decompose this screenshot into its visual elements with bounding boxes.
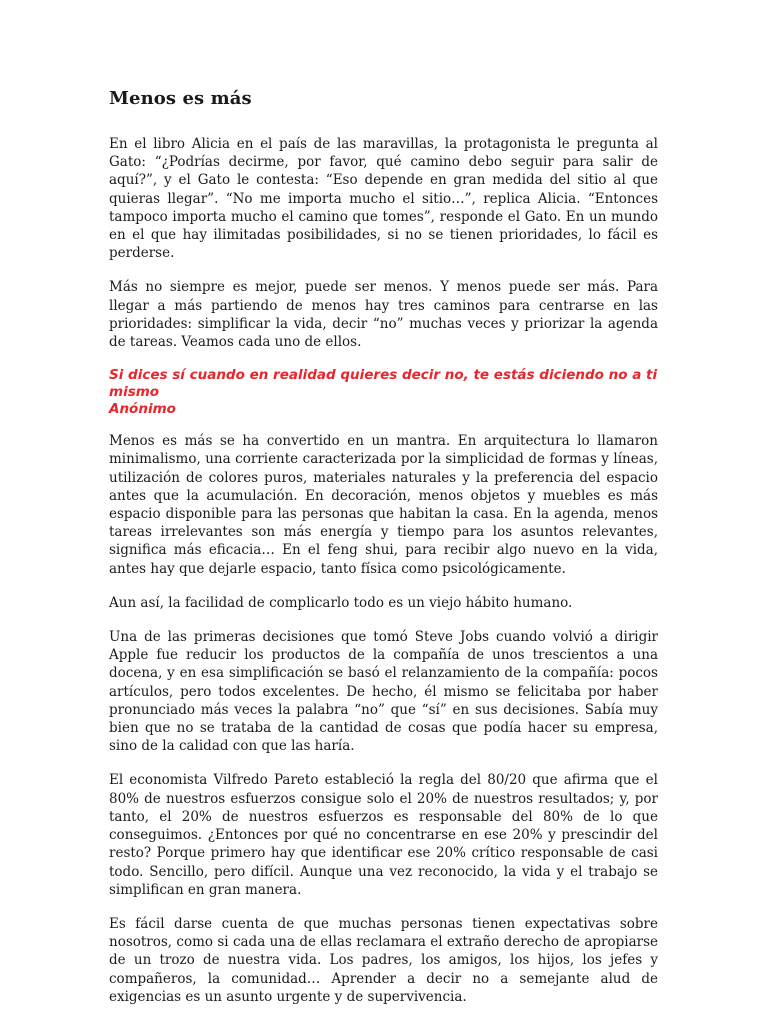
paragraph-alicia: En el libro Alicia en el país de las maravillas, la protagonista le pregunta al Gato: “¿Podrías decirme, por favor, qué camino debo seguir para salir de aquí?”, y el Gato le contesta: “Eso depende en gran medida del sitio al que quieras llegar”. “No me importa mucho el sitio…”, replica Alicia. “Entonces tampoco importa mucho el camino que tomes”, responde el Gato. En un mundo en el que hay ilimitadas posibilidades, si no se tienen prioridades, lo fácil es perderse. [109,136,658,262]
highlighted-quote [109,367,658,418]
quote-text: Si dices sí cuando en realidad quieres decir no, te estás diciendo no a ti mismo [109,367,658,401]
paragraph-minimalismo: Menos es más se ha convertido en un mantra. En arquitectura lo llamaron minimalismo, una corriente caracterizada por la simplicidad de formas y líneas, utilización de colores puros, materiales naturales y la preferencia del espacio antes que la acumulación. En decoración, menos objetos y muebles es más espacio disponible para las personas que habitan la casa. En la agenda, menos tareas irrelevantes son más energía y tiempo para los asuntos relevantes, significa más eficacia… En el feng shui, para recibir algo nuevo en la vida, antes hay que dejarle espacio, tanto física como psicológicamente. [109,433,658,577]
paragraph-steve-jobs: Una de las primeras decisiones que tomó Steve Jobs cuando volvió a dirigir Apple fue reducir los productos de la compañía de unos trescientos a una docena, y en esa simplificación se basó el relanzamiento de la compañía: pocos artículos, pero todos excelentes. De hecho, él mismo se felicitaba por haber pronunciado más veces la palabra “no” que “sí” en sus decisiones. Sabía muy bien que no se trataba de la cantidad de cosas que podía hacer su empresa, sino de la calidad con que las haría. [109,629,658,755]
paragraph-expectativas: Es fácil darse cuenta de que muchas personas tienen expectativas sobre nosotros, como si cada una de ellas reclamara el extraño derecho de apropiarse de un trozo de nuestra vida. Los padres, los amigos, los hijos, los jefes y compañeros, la comunidad… Aprender a decir no a semejante alud de exigencias es un asunto urgente y de supervivencia. [109,915,658,1005]
paragraph-habito: Aun así, la facilidad de complicarlo todo es un viejo hábito humano. [109,594,573,611]
document-title: Menos es más [109,88,252,109]
paragraph-pareto: El economista Vilfredo Pareto estableció la regla del 80/20 que afirma que el 80% de nuestros esfuerzos consigue solo el 20% de nuestros resultados; y, por tanto, el 20% de nuestros esfuerzos es responsable del 80% de lo que conseguimos. ¿Entonces por qué no concentrarse en ese 20% y prescindir del resto? Porque primero hay que identificar ese 20% crítico responsable de casi todo. Sencillo, pero difícil. Aunque una vez reconocido, la vida y el trabajo se simplifican en gran manera. [109,772,658,898]
quote-author: Anónimo [109,401,176,418]
paragraph-mas-menos: Más no siempre es mejor, puede ser menos. Y menos puede ser más. Para llegar a más partiendo de menos hay tres caminos para centrarse en las prioridades: simplificar la vida, decir “no” muchas veces y priorizar la agenda de tareas. Veamos cada uno de ellos. [109,279,658,351]
document-page [109,88,658,1022]
